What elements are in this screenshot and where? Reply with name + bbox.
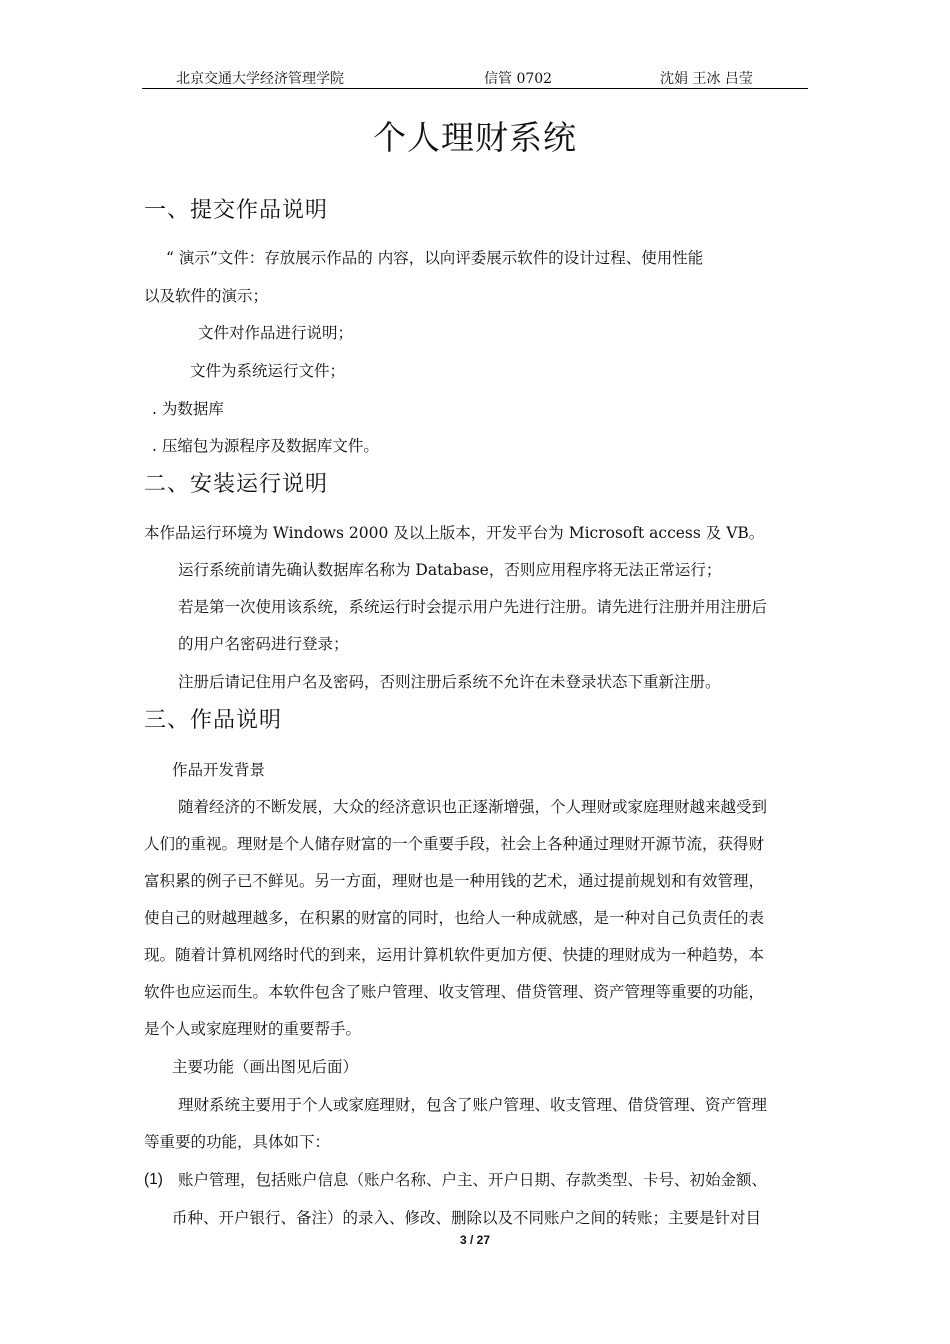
item1-line-1: 账户管理，包括账户信息（账户名称、户主、开户日期、存款类型、卡号、初始金额、 bbox=[178, 1171, 768, 1189]
para1-line-7: 是个人或家庭理财的重要帮手。 bbox=[144, 1020, 362, 1038]
section1-line-3: 文件对作品进行说明； bbox=[198, 324, 354, 342]
para1-line-6: 软件也应运而生。本软件包含了账户管理、收支管理、借贷管理、资产管理等重要的功能， bbox=[144, 983, 765, 1001]
section1-line-6: . 压缩包为源程序及数据库文件。 bbox=[152, 437, 379, 455]
para1-line-1: 随着经济的不断发展，大众的经济意识也正逐渐增强，个人理财或家庭理财越来越受到 bbox=[178, 798, 768, 816]
section2-line-3: 若是第一次使用该系统，系统运行时会提示用户先进行注册。请先进行注册并用注册后 bbox=[178, 598, 768, 616]
subheading-background: 作品开发背景 bbox=[172, 761, 266, 779]
section2-line-1: 本作品运行环境为 Windows 2000 及以上版本，开发平台为 Microsoft access 及 VB。 bbox=[144, 524, 765, 542]
section3-heading: 三、作品说明 bbox=[144, 708, 283, 733]
para1-line-4: 使自己的财越理越多，在积累的财富的同时，也给人一种成就感，是一种对自己负责任的表 bbox=[144, 909, 765, 927]
header-authors: 沈娟 王冰 吕莹 bbox=[660, 71, 753, 87]
header-rule bbox=[142, 88, 808, 89]
subheading-functions: 主要功能（画出图见后面） bbox=[172, 1058, 359, 1076]
section2-line-5: 注册后请记住用户名及密码，否则注册后系统不允许在未登录状态下重新注册。 bbox=[178, 673, 721, 691]
header-class: 信管 0702 bbox=[484, 71, 553, 87]
header-school: 北京交通大学经济管理学院 bbox=[176, 71, 344, 87]
para2-line-2: 等重要的功能，具体如下： bbox=[144, 1133, 331, 1151]
para1-line-3: 富积累的例子已不鲜见。另一方面，理财也是一种用钱的艺术，通过提前规划和有效管理， bbox=[144, 872, 765, 890]
section1-line-2: 以及软件的演示； bbox=[144, 287, 269, 305]
para1-line-5: 现。随着计算机网络时代的到来，运用计算机软件更加方便、快捷的理财成为一种趋势，本 bbox=[144, 946, 765, 964]
para2-line-1: 理财系统主要用于个人或家庭理财，包含了账户管理、收支管理、借贷管理、资产管理 bbox=[178, 1096, 768, 1114]
para1-line-2: 人们的重视。理财是个人储存财富的一个重要手段，社会上各种通过理财开源节流，获得财 bbox=[144, 835, 765, 853]
section1-line-5: . 为数据库 bbox=[152, 400, 224, 418]
section2-line-4: 的用户名密码进行登录； bbox=[178, 635, 349, 653]
section1-line-4: 文件为系统运行文件； bbox=[190, 362, 346, 380]
section1-heading: 一、提交作品说明 bbox=[144, 198, 329, 223]
section1-line-1: “ 演示”文件：存放展示作品的 内容，以向评委展示软件的设计过程、使用性能 bbox=[166, 249, 704, 267]
page-number: 3 / 27 bbox=[459, 1233, 491, 1247]
item1-line-2: 币种、开户银行、备注）的录入、修改、删除以及不同账户之间的转账；主要是针对目 bbox=[172, 1209, 762, 1227]
section2-line-2: 运行系统前请先确认数据库名称为 Database，否则应用程序将无法正常运行； bbox=[178, 561, 722, 579]
list-number-1: (1) bbox=[144, 1171, 163, 1188]
section2-heading: 二、安装运行说明 bbox=[144, 472, 329, 497]
document-title: 个人理财系统 bbox=[373, 118, 577, 157]
